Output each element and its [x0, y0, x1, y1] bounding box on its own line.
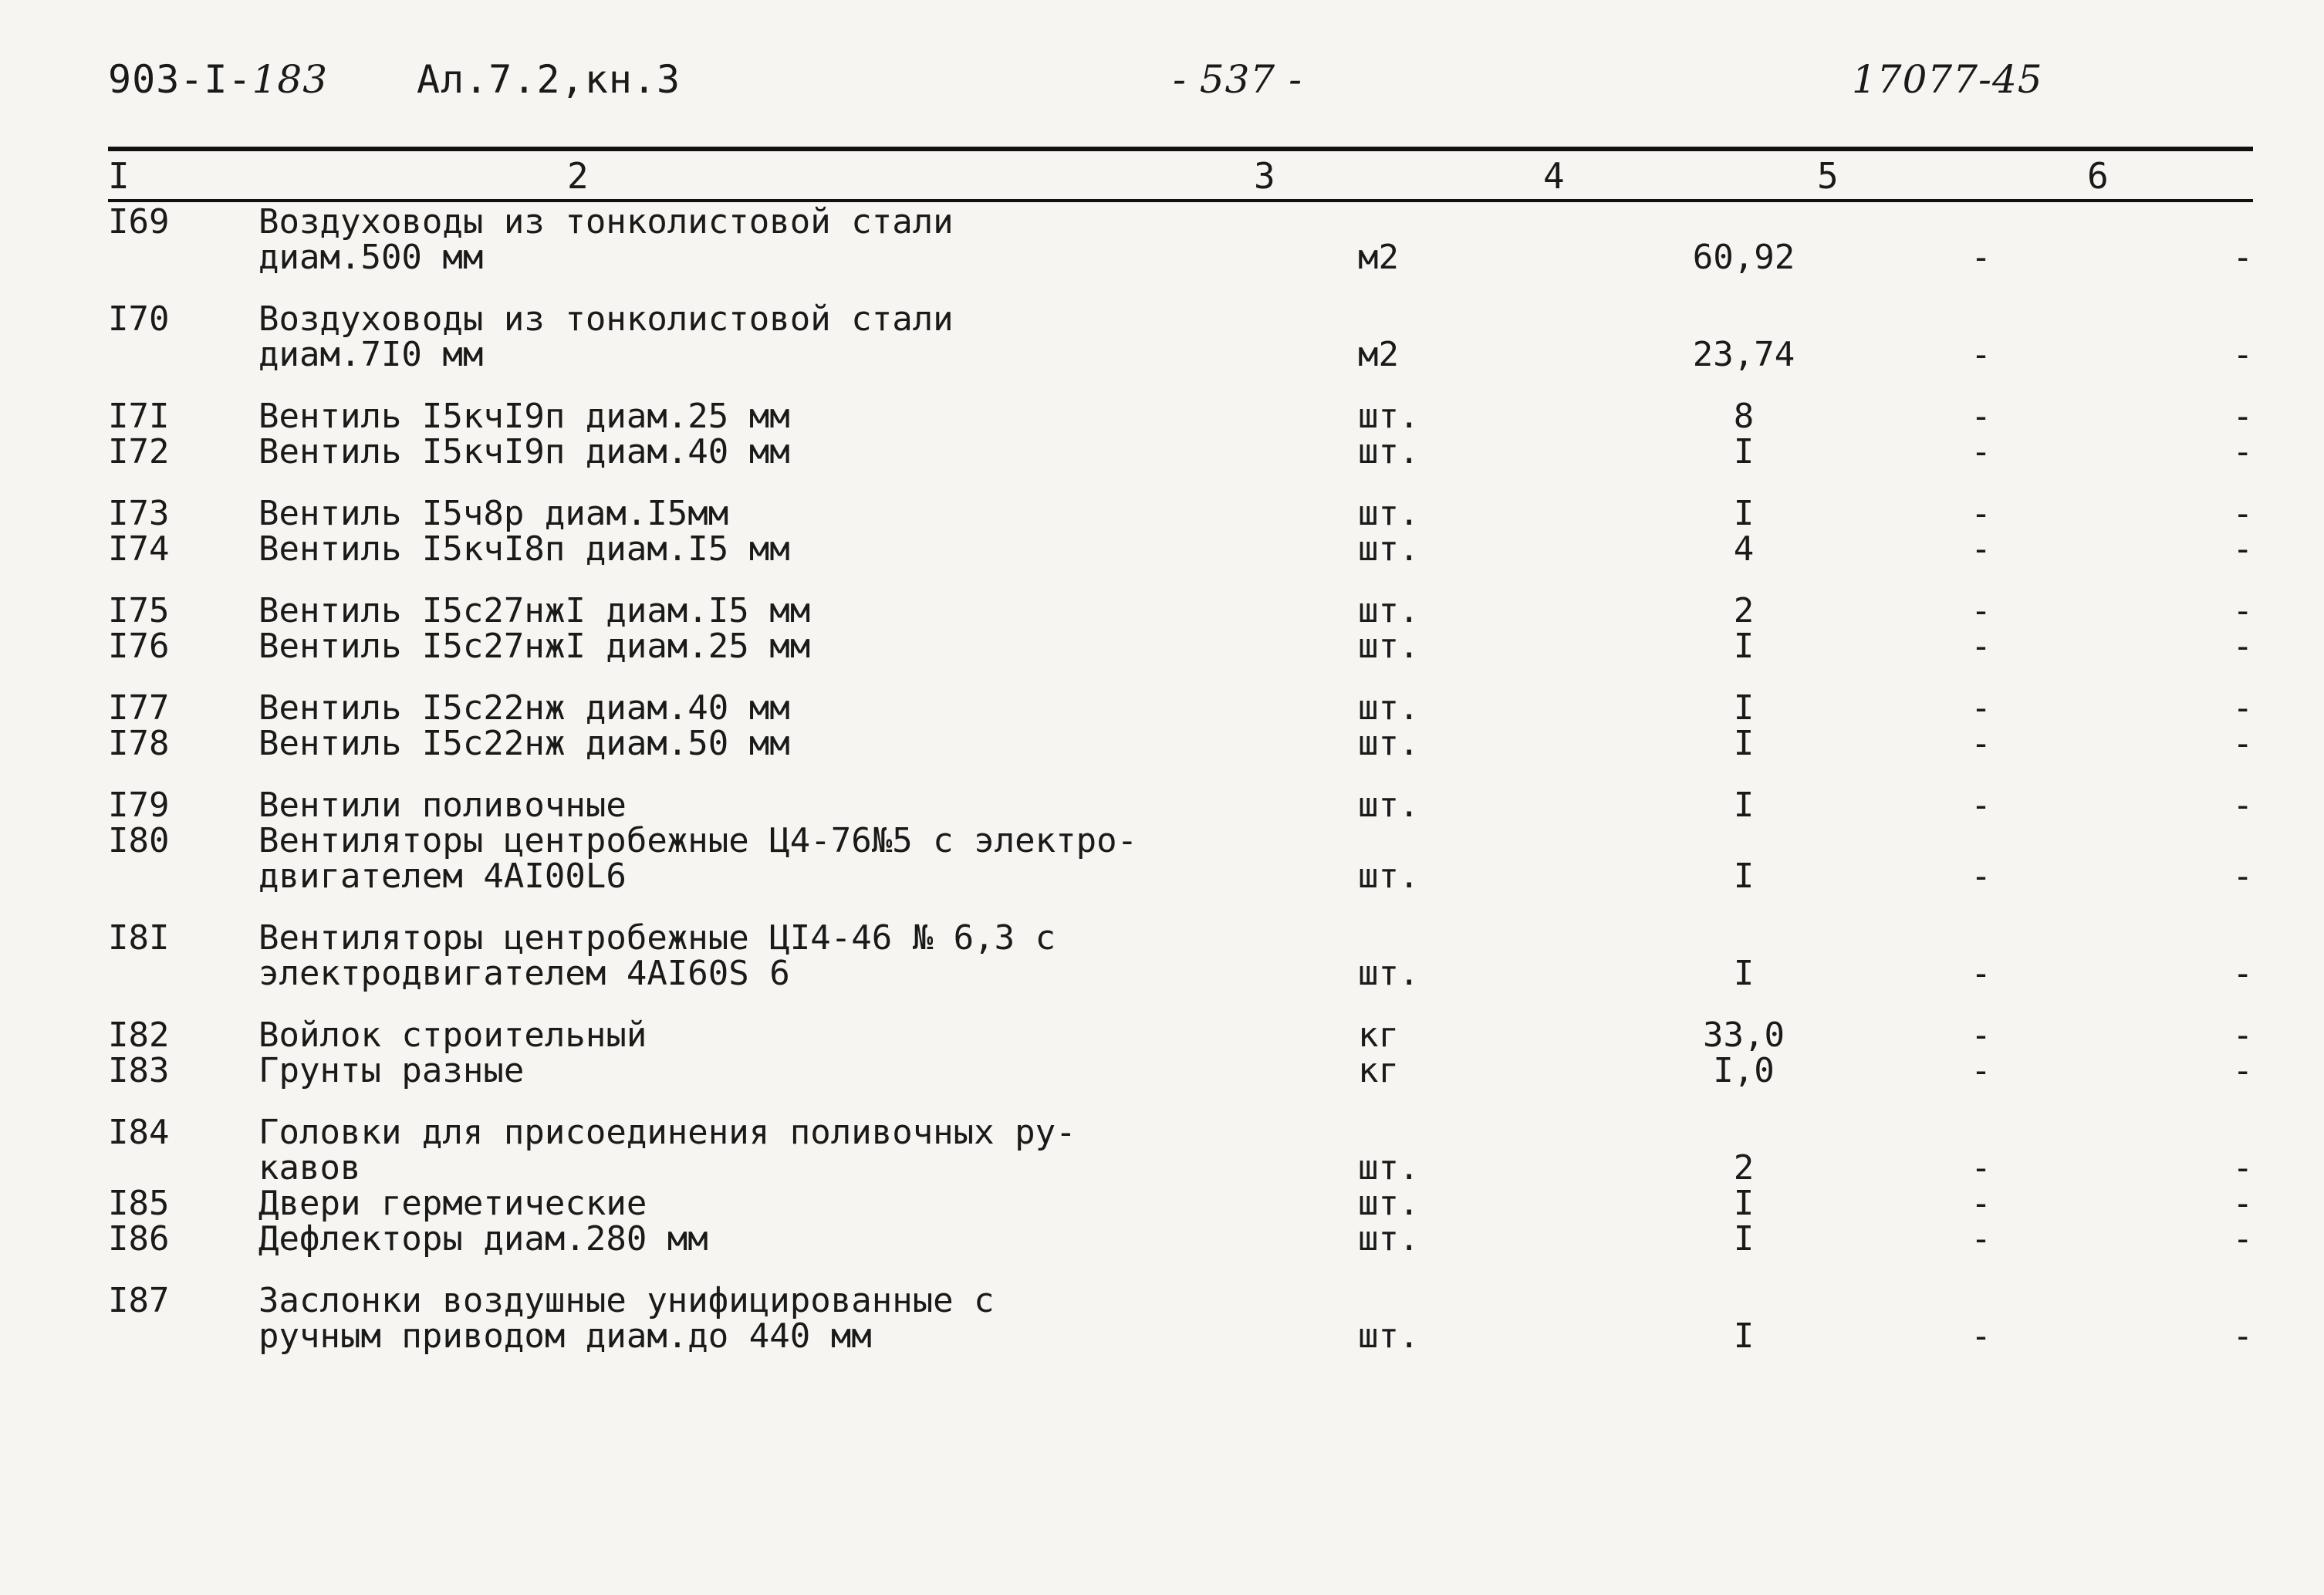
column-6-value: -	[2232, 954, 2253, 993]
column-header-1: I	[108, 155, 130, 197]
column-5-value: -	[1971, 1148, 1991, 1188]
table-row	[108, 1283, 2253, 1354]
table-row	[108, 691, 2253, 726]
row-number: I72	[108, 432, 170, 471]
quantity: 2	[1733, 591, 1755, 630]
item-name	[258, 529, 1358, 569]
column-6-value: -	[2232, 1051, 2253, 1090]
column-5-value: -	[1971, 1051, 1991, 1090]
item-name-line: Вентиляторы центробежные ЦI4-46 № 6,3 с	[258, 918, 1056, 958]
item-name-line: Воздуховоды из тонколистовой стали	[258, 299, 954, 339]
album-reference: Ал.7.2,кн.3	[417, 57, 681, 102]
row-spacer-cell	[108, 664, 2253, 691]
item-name-line: электродвигателем 4АI60S 6	[258, 954, 790, 993]
row-number: I82	[108, 1015, 170, 1055]
quantity: I	[1733, 724, 1755, 763]
item-name-line: Вентиль I5с27нжI диам.25 мм	[258, 627, 811, 666]
column-6-value: -	[2232, 494, 2253, 533]
table-row	[108, 1115, 2253, 1186]
unit-of-measure: шт.	[1358, 1184, 1420, 1223]
item-name-line: Вентиль I5с22нж диам.50 мм	[258, 724, 790, 763]
column-5-value: -	[1971, 786, 1991, 825]
row-spacer	[108, 275, 2253, 302]
quantity: I	[1733, 786, 1755, 825]
column-5-value: -	[1971, 954, 1991, 993]
column-6-value: -	[2232, 724, 2253, 763]
item-name	[258, 726, 1358, 762]
specification-table	[108, 204, 2253, 1354]
column-5-value: -	[1971, 432, 1991, 471]
quantity: I	[1733, 1316, 1755, 1356]
row-number: I73	[108, 494, 170, 533]
row-number: I70	[108, 299, 170, 339]
quantity: 8	[1733, 397, 1755, 436]
item-name	[258, 593, 1358, 629]
column-6-value: -	[2232, 1184, 2253, 1223]
unit-of-measure: шт.	[1358, 724, 1420, 763]
row-number: I84	[108, 1113, 170, 1152]
table-row	[108, 204, 2253, 275]
column-5-value: -	[1971, 591, 1991, 630]
column-6-value: -	[2232, 786, 2253, 825]
column-6-value: -	[2232, 688, 2253, 728]
item-name-line: Вентиляторы центробежные Ц4-76№5 с электро-	[258, 821, 1138, 860]
unit-of-measure: шт.	[1358, 397, 1420, 436]
item-name-line: Грунты разные	[258, 1051, 525, 1090]
quantity: I	[1733, 688, 1755, 728]
column-6-value: -	[2232, 1219, 2253, 1259]
row-spacer	[108, 373, 2253, 399]
table-row	[108, 532, 2253, 567]
table-row	[108, 629, 2253, 664]
row-number: I69	[108, 202, 170, 242]
row-spacer-cell	[108, 894, 2253, 921]
unit-of-measure: кг	[1358, 1015, 1399, 1055]
table-body	[108, 204, 2253, 1354]
unit-of-measure: м2	[1358, 335, 1399, 374]
series-prefix: 903-I-	[108, 57, 252, 102]
unit-of-measure: м2	[1358, 238, 1399, 277]
item-name-line: Головки для присоединения поливочных ру-	[258, 1113, 1076, 1152]
column-header-4: 4	[1543, 155, 1565, 197]
column-6-value: -	[2232, 397, 2253, 436]
quantity: I	[1733, 627, 1755, 666]
item-name	[258, 1219, 1358, 1259]
item-name-line: Войлок строительный	[258, 1015, 647, 1055]
column-6-value: -	[2232, 238, 2253, 277]
quantity: 33,0	[1703, 1015, 1785, 1055]
quantity: I	[1733, 494, 1755, 533]
item-name-line: Вентиль I5кчI8п диам.I5 мм	[258, 529, 790, 569]
column-header-6: 6	[2087, 155, 2109, 197]
item-name	[258, 399, 1358, 434]
column-header-2: 2	[567, 155, 589, 197]
unit-of-measure: шт.	[1358, 1148, 1420, 1188]
document-number: 17077-45	[1852, 57, 2043, 102]
quantity: I,0	[1713, 1051, 1775, 1090]
item-name-line: Заслонки воздушные унифицированные с	[258, 1281, 995, 1320]
table-row	[108, 1018, 2253, 1053]
unit-of-measure: шт.	[1358, 529, 1420, 569]
unit-of-measure: шт.	[1358, 591, 1420, 630]
row-number: I76	[108, 627, 170, 666]
row-number: I85	[108, 1184, 170, 1223]
item-name-line: Вентиль I5кчI9п диам.25 мм	[258, 397, 790, 436]
row-spacer	[108, 1257, 2253, 1283]
item-name	[258, 823, 1358, 894]
column-header-3: 3	[1254, 155, 1275, 197]
column-6-value: -	[2232, 529, 2253, 569]
unit-of-measure: шт.	[1358, 627, 1420, 666]
item-name-line: диам.7I0 мм	[258, 335, 484, 374]
row-number: I7I	[108, 397, 170, 436]
item-name	[258, 788, 1358, 823]
item-name	[258, 688, 1358, 728]
item-name	[258, 1186, 1358, 1222]
unit-of-measure: шт.	[1358, 1219, 1420, 1259]
quantity: I	[1733, 954, 1755, 993]
table-row	[108, 399, 2253, 434]
row-spacer	[108, 894, 2253, 921]
table-row	[108, 496, 2253, 532]
column-6-value: -	[2232, 591, 2253, 630]
unit-of-measure: шт.	[1358, 494, 1420, 533]
quantity: I	[1733, 1184, 1755, 1223]
item-name-line: диам.500 мм	[258, 238, 484, 277]
quantity: I	[1733, 432, 1755, 471]
unit-of-measure: шт.	[1358, 857, 1420, 896]
series-code	[108, 57, 329, 102]
quantity: I	[1733, 1219, 1755, 1259]
item-name	[258, 1115, 1358, 1186]
column-5-value: -	[1971, 724, 1991, 763]
table-row	[108, 1222, 2253, 1257]
row-number: I8I	[108, 918, 170, 958]
item-name-line: Вентили поливочные	[258, 786, 627, 825]
item-name-line: Дефлекторы диам.280 мм	[258, 1219, 708, 1259]
table-row	[108, 1053, 2253, 1089]
row-spacer-cell	[108, 1257, 2253, 1283]
column-5-value: -	[1971, 494, 1991, 533]
row-spacer-cell	[108, 470, 2253, 496]
row-spacer	[108, 664, 2253, 691]
column-6-value: -	[2232, 1015, 2253, 1055]
item-name-line: кавов	[258, 1148, 361, 1188]
quantity: 23,74	[1692, 335, 1795, 374]
row-spacer	[108, 992, 2253, 1018]
item-name-line: Вентиль I5с27нжI диам.I5 мм	[258, 591, 811, 630]
column-5-value: -	[1971, 335, 1991, 374]
page-number: - 537 -	[1173, 57, 1303, 102]
row-spacer-cell	[108, 992, 2253, 1018]
unit-of-measure: шт.	[1358, 1316, 1420, 1356]
unit-of-measure: шт.	[1358, 432, 1420, 471]
row-number: I87	[108, 1281, 170, 1320]
table-row	[108, 921, 2253, 992]
row-number: I83	[108, 1051, 170, 1090]
quantity: 2	[1733, 1148, 1755, 1188]
column-5-value: -	[1971, 1219, 1991, 1259]
item-name	[258, 629, 1358, 664]
unit-of-measure: кг	[1358, 1051, 1399, 1090]
row-spacer	[108, 567, 2253, 593]
column-5-value: -	[1971, 1316, 1991, 1356]
row-spacer	[108, 1089, 2253, 1115]
column-6-value: -	[2232, 1316, 2253, 1356]
column-6-value: -	[2232, 1148, 2253, 1188]
item-name-line: Двери герметические	[258, 1184, 647, 1223]
quantity: 60,92	[1692, 238, 1795, 277]
unit-of-measure: шт.	[1358, 786, 1420, 825]
item-name-line: Вентиль I5ч8р диам.I5мм	[258, 494, 729, 533]
row-number: I80	[108, 821, 170, 860]
table-row	[108, 302, 2253, 373]
item-name-line: Вентиль I5кчI9п диам.40 мм	[258, 432, 790, 471]
row-spacer-cell	[108, 275, 2253, 302]
table-row	[108, 1186, 2253, 1222]
column-6-value: -	[2232, 627, 2253, 666]
top-rule	[108, 147, 2253, 151]
row-number: I74	[108, 529, 170, 569]
column-6-value: -	[2232, 432, 2253, 471]
unit-of-measure: шт.	[1358, 954, 1420, 993]
table-row	[108, 823, 2253, 894]
column-5-value: -	[1971, 1015, 1991, 1055]
item-name	[258, 434, 1358, 470]
row-spacer-cell	[108, 1089, 2253, 1115]
row-number: I78	[108, 724, 170, 763]
row-number: I75	[108, 591, 170, 630]
row-spacer	[108, 470, 2253, 496]
table-row	[108, 788, 2253, 823]
item-name	[258, 496, 1358, 532]
item-name	[258, 1053, 1358, 1089]
column-5-value: -	[1971, 688, 1991, 728]
row-spacer-cell	[108, 567, 2253, 593]
item-name-line: Воздуховоды из тонколистовой стали	[258, 202, 954, 242]
table-row	[108, 726, 2253, 762]
table-row	[108, 593, 2253, 629]
series-handwritten: 183	[252, 57, 329, 102]
item-name-line: ручным приводом диам.до 440 мм	[258, 1316, 872, 1356]
row-number: I79	[108, 786, 170, 825]
item-name-line: Вентиль I5с22нж диам.40 мм	[258, 688, 790, 728]
column-header-5: 5	[1817, 155, 1839, 197]
quantity: 4	[1733, 529, 1755, 569]
row-number: I77	[108, 688, 170, 728]
row-number: I86	[108, 1219, 170, 1259]
column-5-value: -	[1971, 857, 1991, 896]
column-6-value: -	[2232, 335, 2253, 374]
unit-of-measure: шт.	[1358, 688, 1420, 728]
column-5-value: -	[1971, 397, 1991, 436]
column-6-value: -	[2232, 857, 2253, 896]
column-5-value: -	[1971, 1184, 1991, 1223]
quantity: I	[1733, 857, 1755, 896]
row-spacer-cell	[108, 373, 2253, 399]
column-5-value: -	[1971, 238, 1991, 277]
item-name-line: двигателем 4АI00L6	[258, 857, 627, 896]
row-spacer	[108, 762, 2253, 788]
column-5-value: -	[1971, 529, 1991, 569]
table-row	[108, 434, 2253, 470]
column-5-value: -	[1971, 627, 1991, 666]
row-spacer-cell	[108, 762, 2253, 788]
item-name	[258, 1015, 1358, 1055]
item-name	[258, 204, 1358, 275]
item-name	[258, 918, 1358, 993]
item-name	[258, 1283, 1358, 1354]
item-name	[258, 299, 1358, 374]
